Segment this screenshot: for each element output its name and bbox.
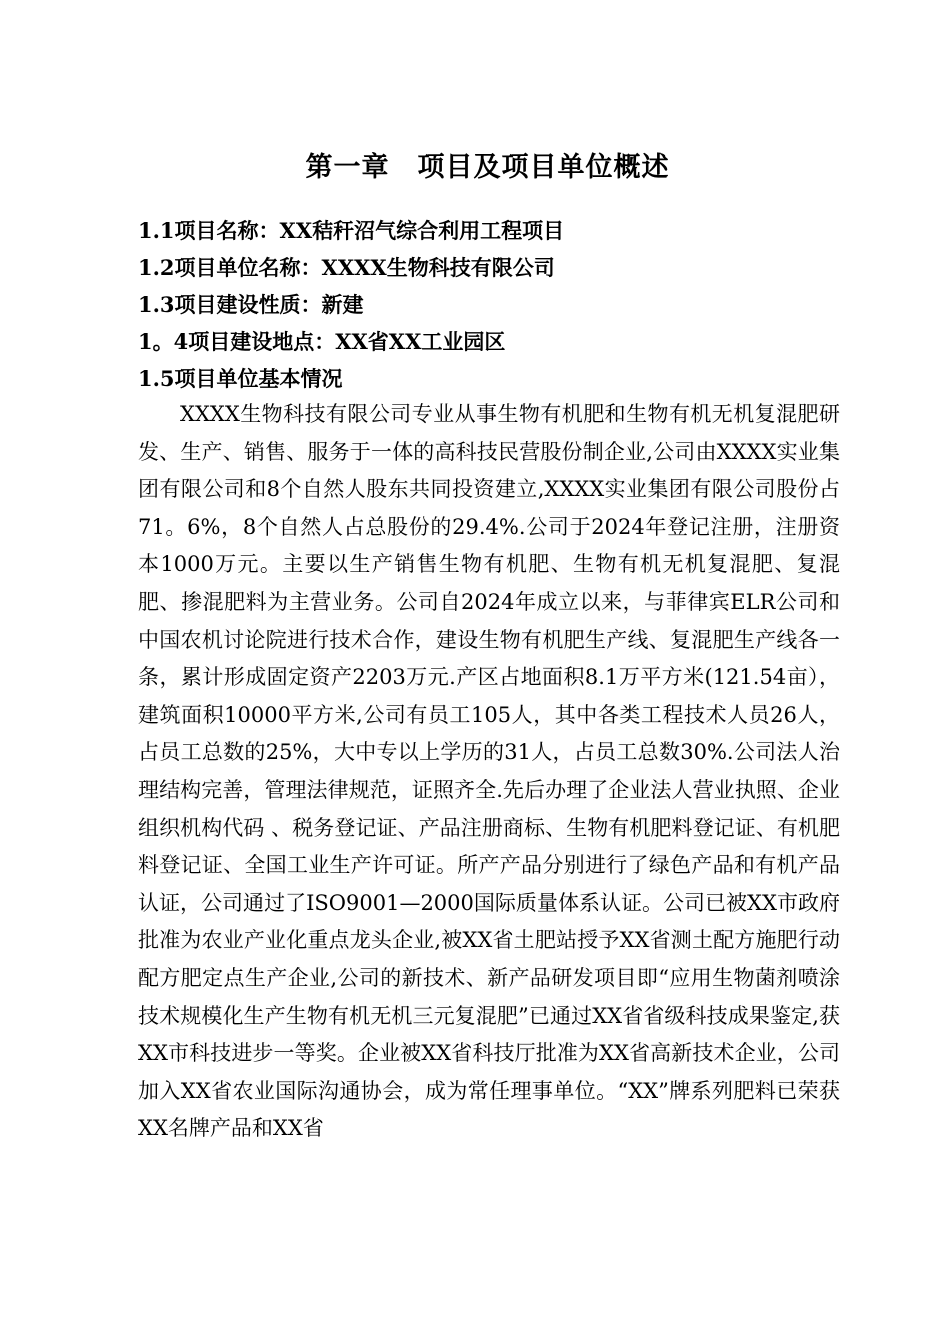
heading-company-name: 1.2项目单位名称：XXXX生物科技有限公司 — [138, 255, 555, 280]
heading-construction-site: 1。4项目建设地点：XX省XX工业园区 — [138, 329, 506, 354]
heading-project-name: 1.1项目名称：XX秸秆沼气综合利用工程项目 — [138, 218, 565, 243]
paragraph-text: XXXX生物科技有限公司专业从事生物有机肥和生物有机无机复混肥研发、生产、销售、服务于一体的高科技民营股份制企业,公司由XXXX实业集团有限公司和8个自然人股东共同投资建立,XXXX实业集团有限公司股份占71。6%，8个自然人占总股份的29.4%.公司于2024年登记注册，注册资本1000万元。主要以生产销售生物有机肥、生物有机无机复混肥、复混肥、掺混肥料为主营业务。公司自2024年成立以来，与菲律宾ELR公司和中国农机讨论院进行技术合作，建设生物有机肥生产线、复混肥生产线各一条，累计形成固定资产2203万元.产区占地面积8.1万平方米(121.54亩），建筑面积10000平方米,公司有员工105人，其中各类工程技术人员26人，占员工总数的25%，大中专以上学历的31人，占员工总数30%.公司法人治理结构完善，管理法律规范，证照齐全.先后办理了企业法人营业执照、企业组织机构代码 、税务登记证、产品注册商标、生物有机肥料登记证、有机肥料登记证、全国工业生产许可证。所产产品分别进行了绿色产品和有机产品认证，公司通过了ISO9001—2000国际质量体系认证。公司已被XX市政府批准为农业产业化重点龙头企业,被XX省土肥站授予XX省测土配方施肥行动配方肥定点生产企业,公司的新技术、新产品研发项目即“应用生物菌剂喷涂技术规模化生产生物有机无机三元复混肥”已通过XX省省级科技成果鉴定,获XX市科技进步一等奖。企业被XX省科技厅批准为XX省高新技术企业，公司加入XX省农业国际沟通协会，成为常任理事单位。“XX”牌系列肥料已荣获XX名牌产品和XX省 — [138, 402, 840, 1141]
section-headings — [138, 212, 858, 397]
company-overview-paragraph — [138, 396, 840, 1148]
heading-company-overview: 1.5项目单位基本情况 — [138, 366, 343, 391]
heading-construction-nature: 1.3项目建设性质：新建 — [138, 292, 364, 317]
chapter-title: 第一章 项目及项目单位概述 — [305, 152, 670, 183]
